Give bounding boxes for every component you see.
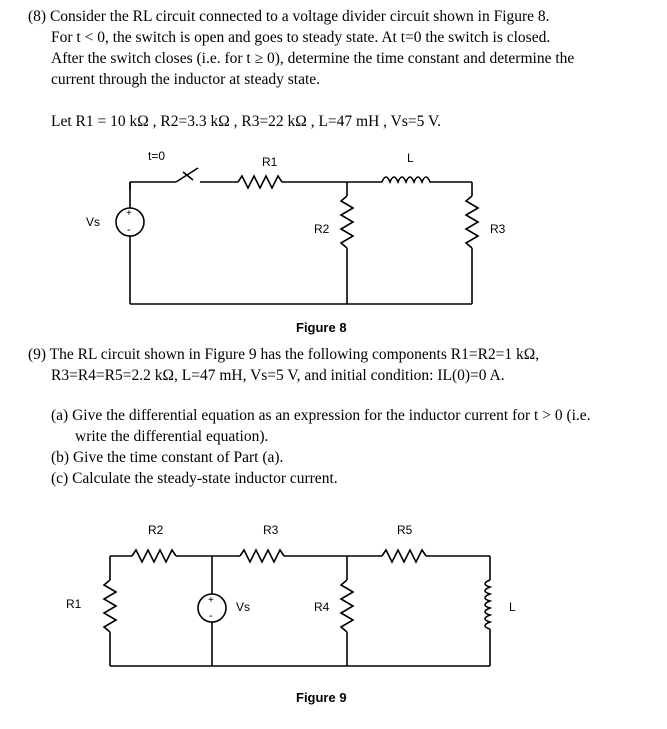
r2-label-8: R2 [314, 222, 330, 236]
problem-9-part-a-2: write the differential equation). [75, 428, 269, 445]
problem-9-part-b: (b) Give the time constant of Part (a). [51, 449, 284, 466]
switch-label: t=0 [148, 149, 166, 163]
problem-9-part-a-1: (a) Give the differential equation as an expression for the inductor current for t > 0 (i.e. [51, 407, 591, 424]
vs-label-8: Vs [86, 215, 101, 229]
r3-label-8: R3 [490, 222, 506, 236]
r1-label-9: R1 [66, 597, 82, 611]
r2-resistor-9 [132, 550, 176, 562]
r4-label-9: R4 [314, 600, 330, 614]
problem-8-line-3: After the switch closes (i.e. for t ≥ 0), determine the time constant and determine the [51, 50, 575, 67]
vs-plus-9: + [208, 595, 214, 606]
r1-label-8: R1 [262, 155, 278, 169]
vs-label-9: Vs [236, 600, 251, 614]
figure-9-caption: Figure 9 [296, 690, 347, 705]
problem-8-line-4: current through the inductor at steady state. [51, 71, 321, 88]
inductor-9 [485, 580, 490, 629]
r3-label-9: R3 [263, 523, 279, 537]
r2-label-9: R2 [148, 523, 164, 537]
l-label-8: L [407, 151, 414, 165]
figure-8-caption: Figure 8 [296, 320, 347, 335]
r4-resistor-9 [341, 580, 353, 632]
problem-9-line-1: (9) The RL circuit shown in Figure 9 has the following components R1=R2=1 kΩ, [28, 346, 540, 363]
vs-plus-8: + [126, 208, 132, 219]
vs-minus-8: - [127, 224, 131, 236]
r5-label-9: R5 [397, 523, 413, 537]
problem-8-values: Let R1 = 10 kΩ , R2=3.3 kΩ , R3=22 kΩ , L=47 mH , Vs=5 V. [51, 113, 442, 130]
r1-resistor-9 [104, 580, 116, 632]
vs-minus-9: - [209, 610, 213, 622]
problem-8-line-2: For t < 0, the switch is open and goes to steady state. At t=0 the switch is closed. [51, 29, 551, 46]
r5-resistor-9 [382, 550, 426, 562]
r3-resistor-9 [240, 550, 284, 562]
problem-9-part-c: (c) Calculate the steady-state inductor current. [51, 470, 338, 487]
l-label-9: L [509, 600, 516, 614]
problem-8-line-1: (8) Consider the RL circuit connected to a voltage divider circuit shown in Figure 8. [28, 8, 550, 25]
problem-9-line-2: R3=R4=R5=2.2 kΩ, L=47 mH, Vs=5 V, and initial condition: IL(0)=0 A. [51, 367, 505, 384]
